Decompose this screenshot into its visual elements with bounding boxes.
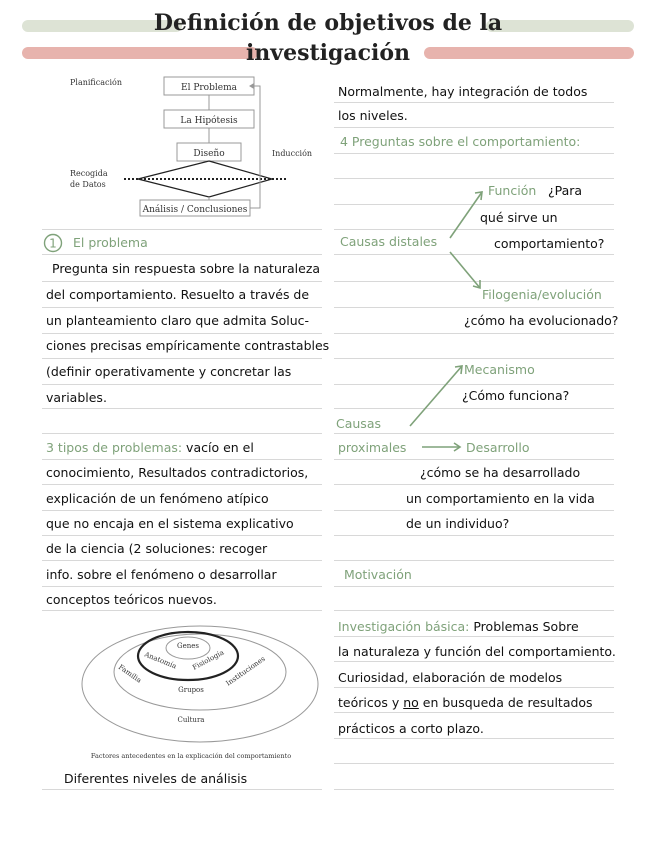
mecanismo-label: Mecanismo — [464, 362, 535, 377]
tipos-title: 3 tipos de problemas: — [46, 440, 183, 455]
funcion-label: Función — [488, 183, 537, 198]
desarrollo-question-3: de un individuo? — [406, 516, 510, 531]
label-familia: Familia — [116, 663, 143, 685]
label-genes: Genes — [177, 642, 199, 650]
tipos-line-1: conocimiento, Resultados contradictorios, — [46, 465, 309, 480]
page-title-line1: Definición de objetivos de la — [153, 10, 503, 36]
distales-arrows — [440, 180, 500, 300]
problema-line-5: (definir operativamente y concretar las — [46, 364, 292, 379]
box-diseno: Diseño — [193, 149, 225, 159]
label-recogida-1: Recogida — [70, 169, 108, 178]
tipos-line-4: de la ciencia (2 soluciones: recoger — [46, 541, 268, 556]
tipos-line-6: conceptos teóricos nuevos. — [46, 592, 217, 607]
desarrollo-question-2: un comportamiento en la vida — [406, 491, 595, 506]
research-process-diagram — [60, 70, 330, 220]
page-title-line2: investigación — [245, 40, 411, 66]
basica-first-line — [338, 619, 579, 634]
funcion-question-3: comportamiento? — [494, 236, 605, 251]
tipos-line-2: explicación de un fenómeno atípico — [46, 491, 269, 506]
problema-number: 1 — [49, 236, 57, 251]
integracion-line-2: los niveles. — [338, 108, 408, 123]
levels-of-analysis-diagram — [78, 618, 323, 768]
tipos-line-5: info. sobre el fenómeno o desarrollar — [46, 567, 277, 582]
tipos-first: vacío en el — [182, 440, 254, 455]
tipos-line-3: que no encaja en el sistema explicativo — [46, 516, 294, 531]
problema-line-2: del comportamiento. Resuelto a través de — [46, 287, 310, 302]
diagram-caption: Factores antecedentes en la explicación del comportamiento — [90, 752, 292, 760]
number-circle-icon — [43, 233, 63, 253]
funcion-question-2: qué sirve un — [480, 210, 558, 225]
integracion-line-1: Normalmente, hay integración de todos — [338, 84, 588, 99]
desarrollo-question-1: ¿cómo se ha desarrollado — [420, 465, 581, 480]
filogenia-question: ¿cómo ha evolucionado? — [464, 313, 619, 328]
problema-line-4: ciones precisas empíricamente contrastables — [46, 338, 330, 353]
problema-title: El problema — [73, 235, 148, 250]
problema-line-1: Pregunta sin respuesta sobre la naturaleza — [52, 261, 321, 276]
label-recogida-2: de Datos — [70, 180, 106, 189]
label-planificacion: Planificación — [70, 78, 123, 87]
problema-line-6: variables. — [46, 390, 107, 405]
funcion-question-1: ¿Para — [548, 183, 583, 198]
causas-label: Causas — [336, 416, 381, 431]
motivacion-label: Motivación — [344, 567, 412, 582]
problema-line-3: un planteamiento claro que admita Soluc- — [46, 313, 309, 328]
box-analisis-conclusiones: Análisis / Conclusiones — [142, 205, 248, 215]
label-induccion: Inducción — [272, 149, 313, 158]
label-fisiologia: Fisiología — [191, 648, 226, 672]
basica-line-2: la naturaleza y función del comportamiento. — [338, 644, 616, 659]
causas-distales: Causas distales — [340, 234, 438, 249]
basica-first: Problemas Sobre — [469, 619, 579, 634]
proximales-label: proximales — [338, 440, 407, 455]
basica-no: no — [403, 695, 419, 710]
basica-line-3: Curiosidad, elaboración de modelos — [338, 670, 563, 685]
basica-line-4a: teóricos y — [338, 695, 404, 710]
preguntas-title: 4 Preguntas sobre el comportamiento: — [340, 134, 581, 149]
desarrollo-label: Desarrollo — [466, 440, 530, 455]
label-instituciones: Instituciones — [224, 654, 267, 688]
basica-line-4 — [338, 695, 593, 710]
basica-line-4b: en busqueda de resultados — [418, 695, 593, 710]
niveles-analisis: Diferentes niveles de análisis — [64, 771, 248, 786]
basica-line-5: prácticos a corto plazo. — [338, 721, 484, 736]
basica-title: Investigación básica: — [338, 619, 470, 634]
tipos-first-line — [46, 440, 254, 455]
box-el-problema: El Problema — [181, 83, 237, 93]
label-cultura: Cultura — [177, 716, 205, 724]
label-anatomia: Anatomía — [143, 650, 178, 671]
filogenia-label: Filogenia/evolución — [482, 287, 602, 302]
box-la-hipotesis: La Hipótesis — [180, 116, 238, 126]
label-grupos: Grupos — [178, 686, 204, 694]
mecanismo-question: ¿Cómo funciona? — [462, 388, 570, 403]
